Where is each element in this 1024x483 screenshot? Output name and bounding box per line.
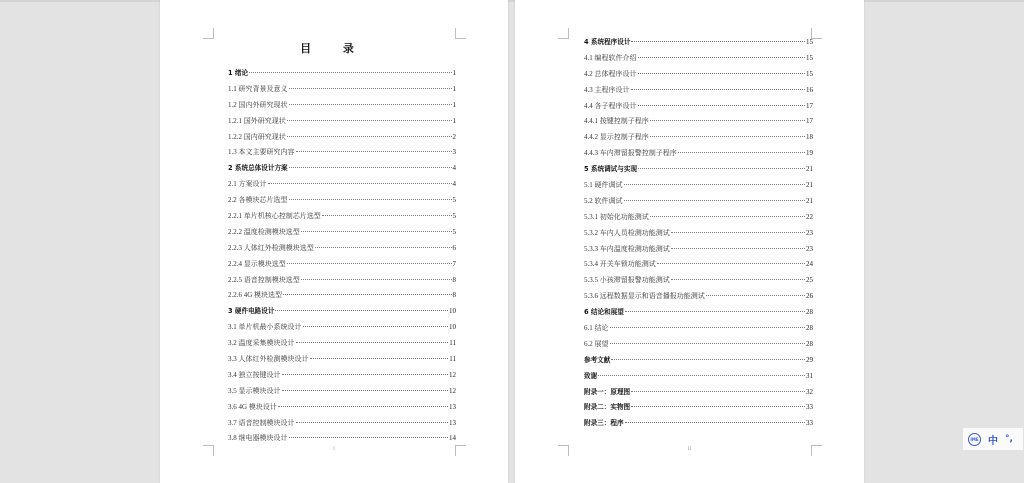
toc-entry[interactable] (228, 82, 456, 98)
toc-entry-label: 3.4 独立按键设计 (228, 370, 281, 379)
toc-entry-page: 11 (449, 339, 456, 348)
toc-entry-page: 1 (452, 100, 456, 109)
toc-entry-page: 17 (806, 101, 813, 110)
toc-entry[interactable] (584, 416, 813, 432)
toc-entry-page: 23 (806, 244, 813, 253)
toc-leader-dots (296, 342, 449, 343)
toc-entry-label: 3.3 人体红外检测模块设计 (228, 355, 309, 364)
toc-entry-label: 5.1 硬件调试 (584, 181, 623, 190)
toc-entry-page: 18 (806, 133, 813, 142)
toc-entry-label: 2.2 各模块芯片选型 (228, 196, 288, 205)
toc-entry-page: 6 (452, 243, 456, 252)
toc-entry-page: 21 (806, 165, 813, 174)
toc-leader-dots (631, 89, 806, 90)
toc-entry[interactable] (584, 257, 813, 273)
toc-entry-page: 26 (806, 292, 813, 301)
toc-entry-label: 附录三：程序 (584, 419, 624, 428)
toc-leader-dots (610, 327, 806, 328)
toc-entry-page: 17 (806, 117, 813, 126)
toc-entry-page: 21 (806, 196, 813, 205)
toc-leader-dots (289, 167, 452, 168)
toc-leader-dots (249, 72, 451, 73)
toc-entry-page: 10 (449, 323, 456, 332)
top-border (0, 0, 1024, 2)
toc-entry[interactable] (228, 177, 456, 193)
toc-leader-dots (287, 136, 452, 137)
toc-entry[interactable] (228, 145, 456, 161)
toc-leader-dots (631, 391, 805, 392)
toc-leader-dots (283, 294, 451, 295)
toc-leader-dots (650, 216, 805, 217)
toc-entry[interactable] (228, 161, 456, 177)
toc-entry-label: 3.8 继电器模块设计 (228, 434, 288, 443)
toc-leader-dots (611, 359, 805, 360)
toc-leader-dots (638, 73, 806, 74)
toc-entry-page: 8 (452, 291, 456, 300)
toc-entry-label: 3.6 4G 模块设计 (228, 402, 277, 411)
toc-entry-label: 3 硬件电路设计 (228, 307, 275, 316)
toc-entry-label: 附录二：实物图 (584, 403, 631, 412)
ime-toolbar[interactable] (963, 428, 1023, 450)
ime-mode-toggle[interactable]: 中 (988, 435, 998, 447)
toc-entry-page: 15 (806, 53, 813, 62)
toc-entry[interactable] (584, 162, 813, 178)
toc-leader-dots (625, 311, 805, 312)
toc-entry-page: 28 (806, 324, 813, 333)
margin-mark-top-left (558, 28, 569, 39)
toc-entry[interactable] (228, 416, 456, 432)
toc-entry-page: 33 (806, 403, 813, 412)
toc-entry-label: 参考文献 (584, 355, 611, 364)
ime-logo-icon[interactable]: IME (968, 433, 981, 446)
toc-entry[interactable] (584, 67, 813, 83)
toc-entry-label: 5.3.4 开关车锁功能测试 (584, 260, 656, 269)
toc-entry-page: 22 (806, 212, 813, 221)
toc-leader-dots (289, 104, 452, 105)
toc-entry-label: 5.2 软件调试 (584, 196, 623, 205)
toc-entry-page: 33 (806, 419, 813, 428)
toc-leader-dots (301, 279, 452, 280)
toc-entry-label: 1.2 国内外研究现状 (228, 100, 288, 109)
toc-entry-page: 13 (449, 418, 456, 427)
toc-entry[interactable] (584, 178, 813, 194)
toc-entry-label: 3.7 语音控制模块设计 (228, 418, 295, 427)
toc-entry[interactable] (584, 369, 813, 385)
toc-entry[interactable] (228, 352, 456, 368)
toc-leader-dots (706, 295, 805, 296)
toc-entry[interactable] (228, 241, 456, 257)
toc-entry[interactable] (584, 321, 813, 337)
toc-entry-label: 4.2 总体程序设计 (584, 69, 637, 78)
toc-entry[interactable] (584, 114, 813, 130)
toc-entry[interactable] (584, 130, 813, 146)
toc-entry-label: 4.1 编程软件介绍 (584, 53, 637, 62)
toc-entry-label: 2.1 方案设计 (228, 180, 267, 189)
toc-leader-dots (671, 232, 805, 233)
toc-entry[interactable] (228, 336, 456, 352)
toc-entry-label: 6.1 结论 (584, 324, 609, 333)
toc-leader-dots (287, 263, 452, 264)
toc-leader-dots (638, 105, 806, 106)
toc-entry-page: 16 (806, 85, 813, 94)
toc-entry-label: 5.3.1 初始化功能测试 (584, 212, 649, 221)
toc-entry-label: 2.2.1 单片机核心控制芯片选型 (228, 212, 321, 221)
toc-entry-label: 附录一：原理图 (584, 387, 631, 396)
toc-entry[interactable] (228, 273, 456, 289)
page-number: II (687, 447, 692, 452)
toc-entry-page: 12 (449, 386, 456, 395)
toc-entry-label: 5.3.2 车内人员检测功能测试 (584, 228, 670, 237)
toc-entry-label: 4.4.2 显示控制子程序 (584, 133, 649, 142)
toc-entry[interactable] (584, 35, 813, 51)
toc-entry[interactable] (584, 289, 813, 305)
toc-entry-page: 23 (806, 228, 813, 237)
toc-entry-label: 2 系统总体设计方案 (228, 164, 288, 173)
toc-leader-dots (657, 263, 805, 264)
toc-entry-label: 4.4 各子程序设计 (584, 101, 637, 110)
toc-entry[interactable] (584, 400, 813, 416)
toc-entry[interactable] (228, 288, 456, 304)
toc-entry-label: 4 系统程序设计 (584, 38, 631, 46)
toc-entry-page: 28 (806, 308, 813, 317)
margin-mark-top-left (203, 28, 214, 39)
toc-leader-dots (671, 248, 805, 249)
toc-leader-dots (282, 374, 449, 375)
toc-leader-dots (303, 326, 449, 327)
toc-entry-label: 5.3.5 小孩滞留报警功能测试 (584, 276, 670, 285)
toc-entry-label: 1.1 研究背景及意义 (228, 84, 288, 93)
document-page-2 (515, 0, 864, 483)
toc-entry-page: 19 (806, 149, 813, 158)
toc-entry-page: 1 (452, 69, 456, 77)
toc-entry[interactable] (228, 400, 456, 416)
toc-leader-dots (278, 406, 448, 407)
toc-entry-label: 2.2.3 人体红外检测模块选型 (228, 243, 314, 252)
toc-entry-page: 2 (452, 132, 456, 141)
toc-entry[interactable] (228, 193, 456, 209)
toc-leader-dots (289, 88, 452, 89)
toc-entry-label: 3.1 单片机最小系统设计 (228, 323, 302, 332)
toc-entry-page: 15 (806, 38, 813, 46)
toc-entry[interactable] (228, 209, 456, 225)
toc-entry[interactable] (228, 384, 456, 400)
toc-entry[interactable] (228, 368, 456, 384)
toc-entry-label: 4.4.3 车内滞留报警控制子程序 (584, 149, 677, 158)
toc-leader-dots (638, 57, 806, 58)
toc-entry-page: 14 (449, 434, 456, 443)
toc-entry[interactable] (228, 304, 456, 320)
toc-entry[interactable] (584, 337, 813, 353)
toc-entry-label: 3.5 显示模块设计 (228, 386, 281, 395)
toc-entry[interactable] (228, 98, 456, 114)
toc-entry-page: 13 (449, 402, 456, 411)
toc-leader-dots (631, 41, 805, 42)
toc-leader-dots (631, 406, 805, 407)
toc-entry-page: 21 (806, 181, 813, 190)
toc-entry-page: 25 (806, 276, 813, 285)
toc-leader-dots (624, 200, 806, 201)
toc-entry-label: 1.3 本文主要研究内容 (228, 148, 295, 157)
toc-entry-page: 4 (452, 164, 456, 173)
toc-entry-page: 3 (452, 148, 456, 157)
ime-punctuation-toggle[interactable]: °, (1005, 434, 1013, 444)
toc-entry[interactable] (228, 66, 456, 82)
toc-leader-dots (638, 168, 805, 169)
toc-list (228, 66, 456, 447)
toc-entry-page: 5 (452, 227, 456, 236)
toc-list (584, 35, 813, 432)
toc-leader-dots (268, 183, 452, 184)
toc-leader-dots (301, 231, 452, 232)
toc-leader-dots (650, 120, 805, 121)
document-page-1 (160, 0, 508, 483)
toc-leader-dots (289, 199, 452, 200)
toc-entry-page: 10 (449, 307, 456, 316)
toc-entry-page: 5 (452, 196, 456, 205)
toc-entry[interactable] (584, 273, 813, 289)
toc-entry-page: 24 (806, 260, 813, 269)
toc-leader-dots (625, 422, 805, 423)
toc-entry[interactable] (584, 305, 813, 321)
margin-mark-top-right (455, 28, 466, 39)
toc-entry-label: 2.2.2 温度检测模块选型 (228, 227, 300, 236)
toc-leader-dots (650, 136, 805, 137)
toc-leader-dots (296, 422, 449, 423)
toc-entry-label: 2.2.5 语音控制模块选型 (228, 275, 300, 284)
toc-entry-page: 5 (452, 212, 456, 221)
toc-entry-label: 6.2 展望 (584, 339, 609, 348)
toc-entry-label: 3.2 温度采集模块设计 (228, 339, 295, 348)
toc-entry[interactable] (584, 226, 813, 242)
toc-entry-page: 15 (806, 69, 813, 78)
toc-entry-page: 1 (452, 116, 456, 125)
toc-entry-label: 5 系统调试与实现 (584, 165, 638, 174)
toc-leader-dots (315, 247, 452, 248)
toc-leader-dots (296, 151, 452, 152)
toc-entry-page: 4 (452, 180, 456, 189)
toc-entry[interactable] (228, 225, 456, 241)
toc-leader-dots (610, 343, 806, 344)
toc-leader-dots (287, 120, 452, 121)
toc-entry[interactable] (584, 353, 813, 369)
toc-entry-label: 1.2.1 国外研究现状 (228, 116, 286, 125)
page-number: I (333, 447, 335, 452)
toc-entry-label: 致谢 (584, 371, 598, 380)
toc-entry-label: 1 绪论 (228, 69, 249, 77)
toc-title: 目 录 (300, 42, 368, 55)
toc-entry-page: 28 (806, 339, 813, 348)
toc-leader-dots (322, 215, 452, 216)
toc-entry-label: 1.2.2 国内研究现状 (228, 132, 286, 141)
toc-entry[interactable] (584, 385, 813, 401)
toc-leader-dots (678, 152, 805, 153)
toc-leader-dots (624, 184, 806, 185)
toc-entry[interactable] (584, 99, 813, 115)
toc-entry-page: 29 (806, 355, 813, 364)
toc-entry-page: 7 (452, 259, 456, 268)
toc-entry-page: 32 (806, 387, 813, 396)
toc-entry[interactable] (584, 194, 813, 210)
toc-entry-page: 1 (452, 84, 456, 93)
toc-entry[interactable] (584, 242, 813, 258)
toc-entry-page: 11 (449, 355, 456, 364)
toc-entry[interactable] (584, 51, 813, 67)
toc-entry[interactable] (584, 83, 813, 99)
toc-entry-label: 4.4.1 按键控制子程序 (584, 117, 649, 126)
toc-entry-page: 12 (449, 370, 456, 379)
toc-entry[interactable] (228, 114, 456, 130)
toc-entry[interactable] (228, 130, 456, 146)
toc-entry-page: 31 (806, 371, 813, 380)
toc-leader-dots (282, 390, 449, 391)
toc-entry[interactable] (228, 320, 456, 336)
toc-leader-dots (275, 310, 448, 311)
toc-entry-label: 5.3.6 远程数据显示和语音播报功能测试 (584, 292, 705, 301)
toc-entry-label: 4.3 主程序设计 (584, 85, 630, 94)
toc-entry[interactable] (584, 146, 813, 162)
toc-leader-dots (598, 375, 805, 376)
toc-entry-label: 5.3.3 车内温度检测功能测试 (584, 244, 670, 253)
toc-leader-dots (310, 358, 449, 359)
toc-leader-dots (289, 437, 449, 438)
toc-entry-label: 6 结论和展望 (584, 308, 624, 317)
toc-entry[interactable] (228, 431, 456, 447)
toc-entry[interactable] (584, 210, 813, 226)
toc-entry-label: 2.2.6 4G 模块选型 (228, 291, 283, 300)
toc-entry-label: 2.2.4 显示模块选型 (228, 259, 286, 268)
toc-leader-dots (671, 279, 805, 280)
toc-entry-page: 8 (452, 275, 456, 284)
toc-entry[interactable] (228, 257, 456, 273)
